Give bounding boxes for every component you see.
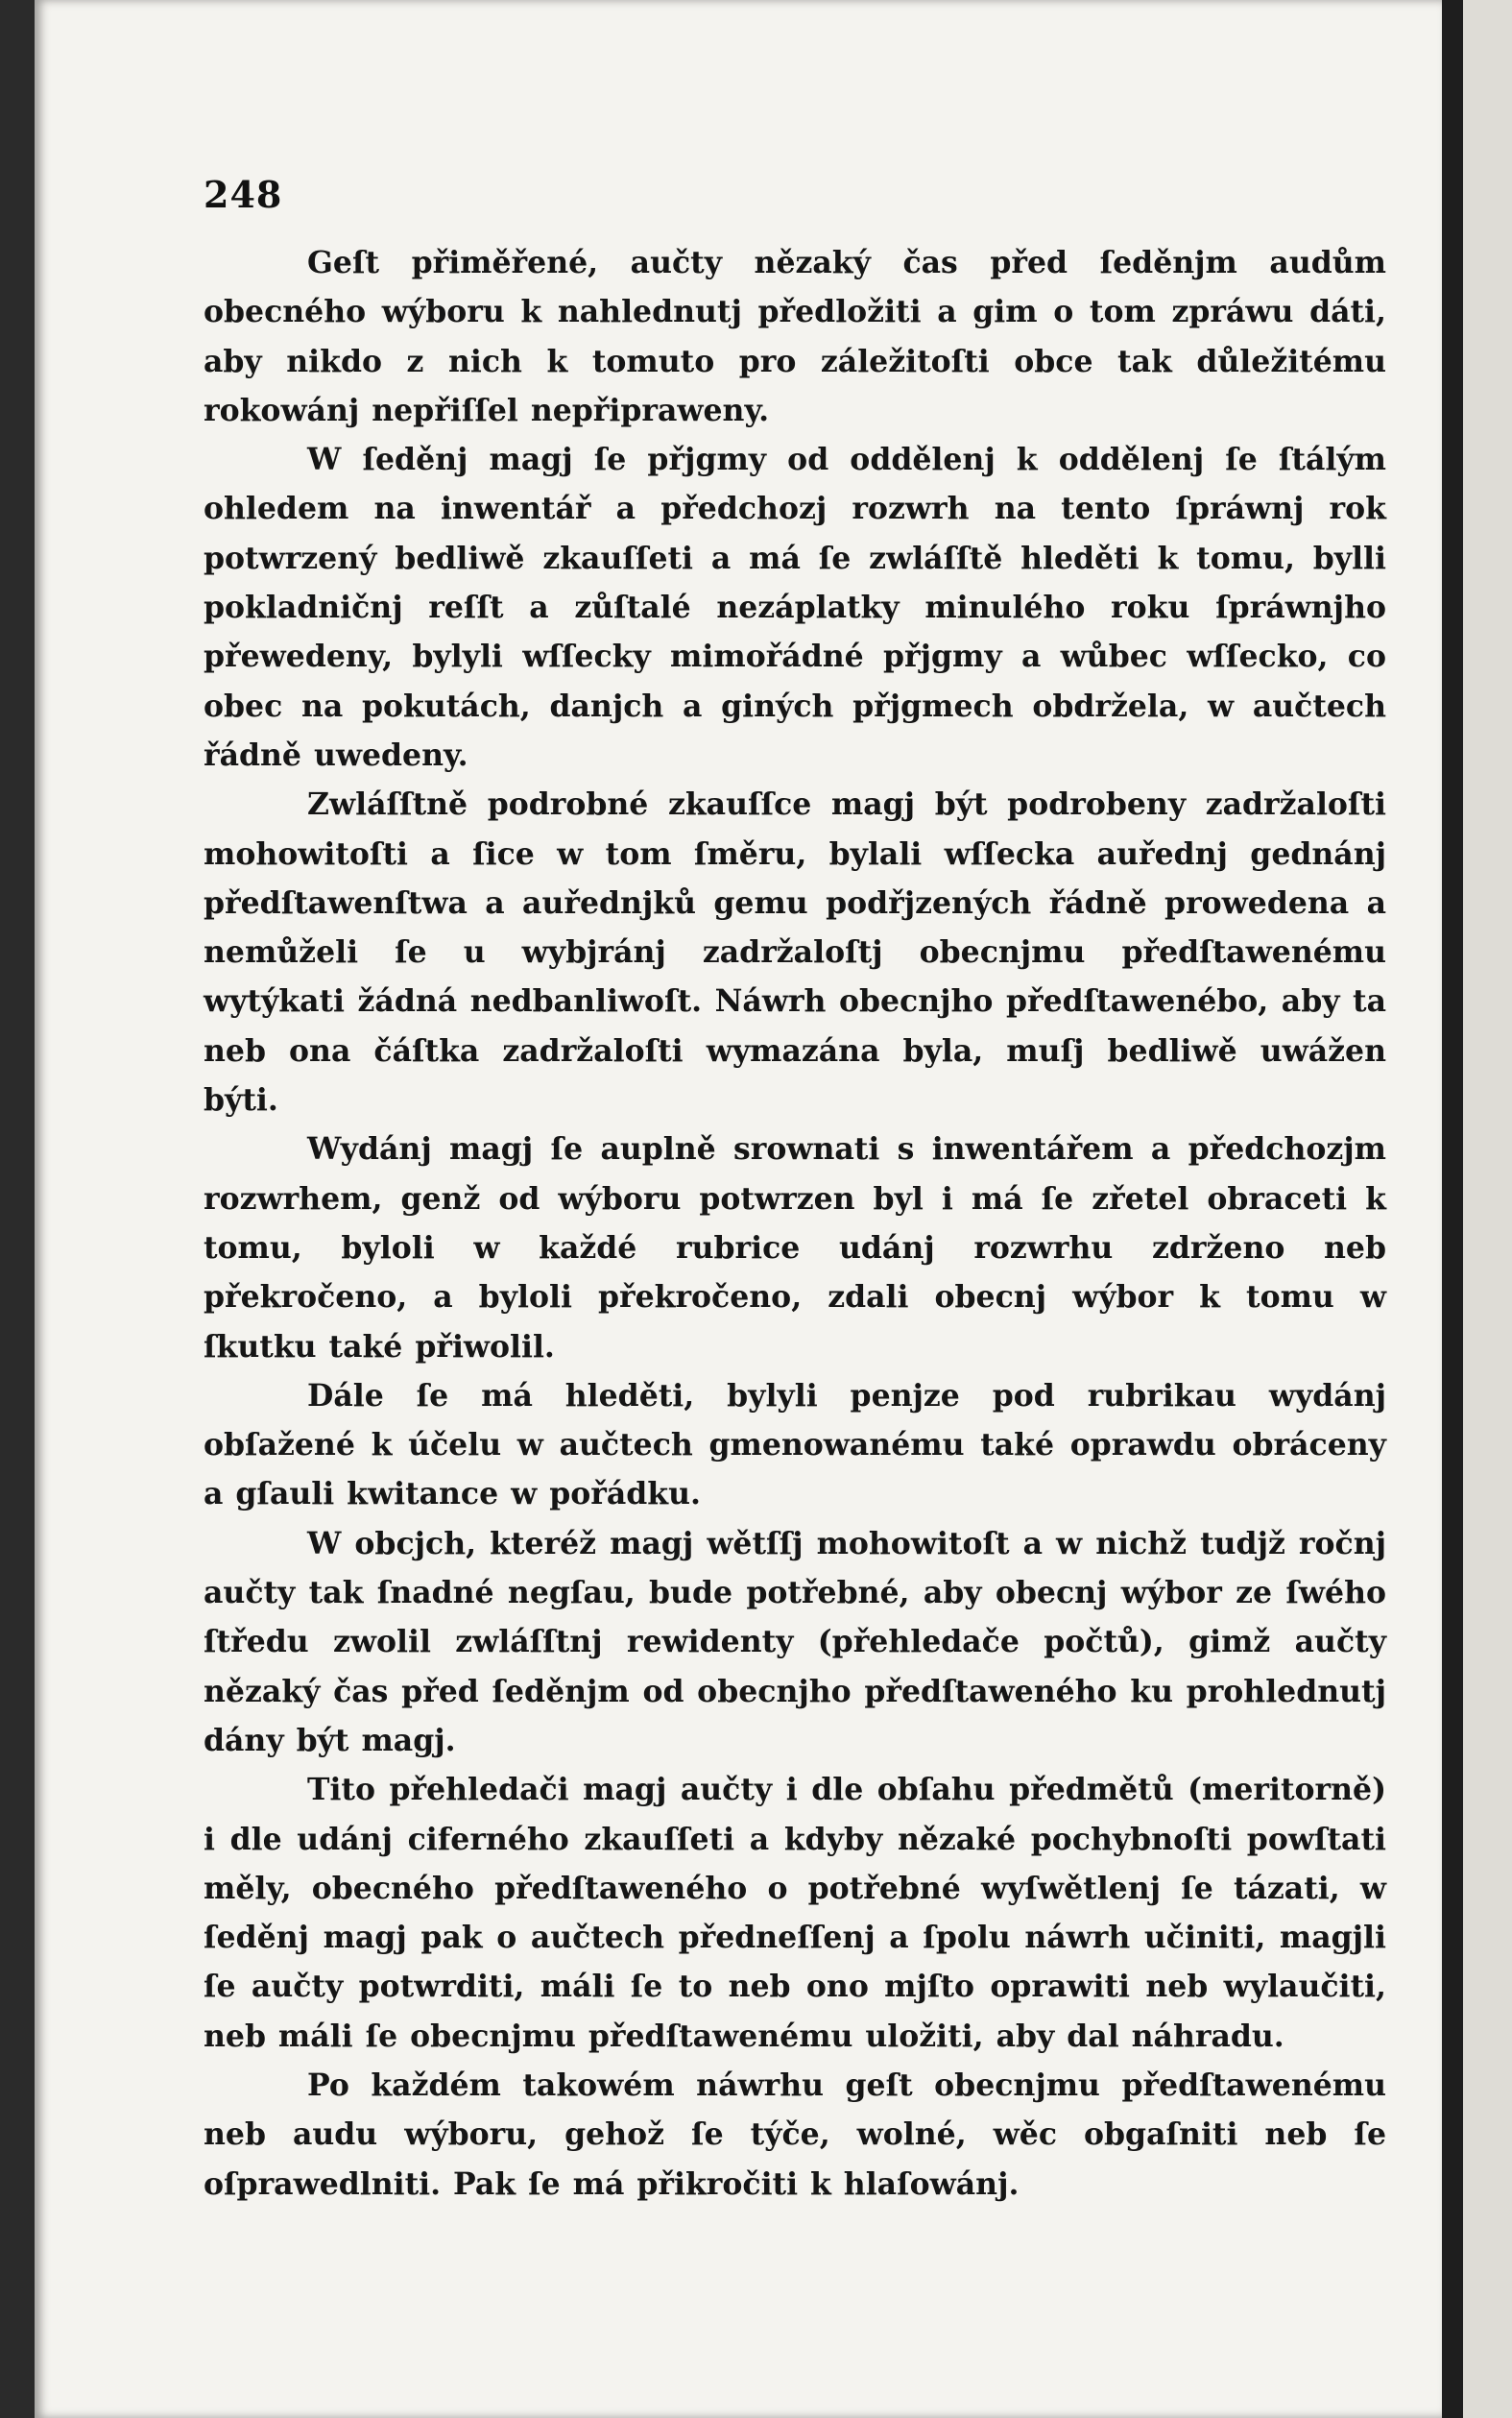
page-body-text — [204, 238, 1386, 2209]
page-number: 248 — [204, 173, 283, 216]
paragraph-7: Tito přehledači magj aučty i dle obſahu předmětů (meritorně) i dle udánj ciferného zkauſſeti a kdyby nězaké pochybnoſti powſtati měly, obecného předſtaweného o potřebné wyſwětlenj ſe tázati, w ſeděnj magj pak o aučtech předneſſenj a ſpolu náwrh učiniti, magjli ſe aučty potwrditi, máli ſe to neb ono mjſto oprawiti neb wylaučiti, neb máli ſe obecnjmu předſtawenému uložiti, aby dal náhradu. — [204, 1772, 1386, 2054]
next-page-edge — [1463, 0, 1512, 2418]
page-gutter — [1442, 0, 1463, 2418]
paragraph-6: W obcjch, kteréž magj wětſſj mohowitoſt a w nichž tudjž ročnj aučty tak ſnadné negſau, bude potřebné, aby obecnj wýbor ze ſwého ſtředu zwolil zwláſſtnj rewidenty (přehledače počtů), gimž aučty nězaký čas před ſeděnjm od obecnjho předſtaweného ku prohlednutj dány být magj. — [204, 1525, 1386, 1758]
paragraph-2: W ſeděnj magj ſe přjgmy od oddělenj k oddělenj ſe ſtálým ohledem na inwentář a předchozj rozwrh na tento ſpráwnj rok potwrzený bedliwě zkauſſeti a má ſe zwláſſtě hleděti k tomu, bylli pokladničnj reſſt a zůſtalé nezáplatky minulého roku ſpráwnjho přewedeny, bylyli wſſecky mimořádné přjgmy a wůbec wſſecko, co obec na pokutách, danjch a giných přjgmech obdržela, w aučtech řádně uwedeny. — [204, 442, 1386, 773]
paragraph-8: Po každém takowém náwrhu geſt obecnjmu předſtawenému neb audu wýboru, gehož ſe týče, wolné, wěc obgaſniti neb ſe oſprawedlniti. Pak ſe má přikročiti k hlaſowánj. — [204, 2067, 1386, 2202]
scan-frame-left — [0, 0, 35, 2418]
paragraph-5: Dále ſe má hleděti, bylyli penjze pod rubrikau wydánj obſažené k účelu w aučtech gmenowanému také oprawdu obráceny a gſauli kwitance w pořádku. — [204, 1377, 1386, 1512]
paragraph-4: Wydánj magj ſe auplně srownati s inwentářem a předchozjm rozwrhem, genž od wýboru potwrzen byl i má ſe zřetel obraceti k tomu, byloli w každé rubrice udánj rozwrhu zdrženo neb překročeno, a byloli překročeno, zdali obecnj wýbor k tomu w ſkutku také přiwolil. — [204, 1131, 1386, 1365]
paragraph-3: Zwláſſtně podrobné zkauſſce magj být podrobeny zadržaloſti mohowitoſti a ſice w tom ſměru, bylali wſſecka auřednj gednánj předſtawenſtwa a auřednjků gemu podřjzených řádně prowedena a nemůželi ſe u wybjránj zadržaloſtj obecnjmu předſtawenému wytýkati žádná nedbanliwoſt. Náwrh obecnjho předſtawenébo, aby ta neb ona čáſtka zadržaloſti wymazána byla, muſj bedliwě uwážen býti. — [204, 786, 1386, 1119]
paragraph-1: Geſt přiměřené, aučty nězaký čas před ſeděnjm audům obecného wýboru k nahlednutj předložiti a gim o tom zpráwu dáti, aby nikdo z nich k tomuto pro záležitoſti obce tak důležitému rokowánj nepřiſſel nepřipraweny. — [204, 245, 1386, 428]
